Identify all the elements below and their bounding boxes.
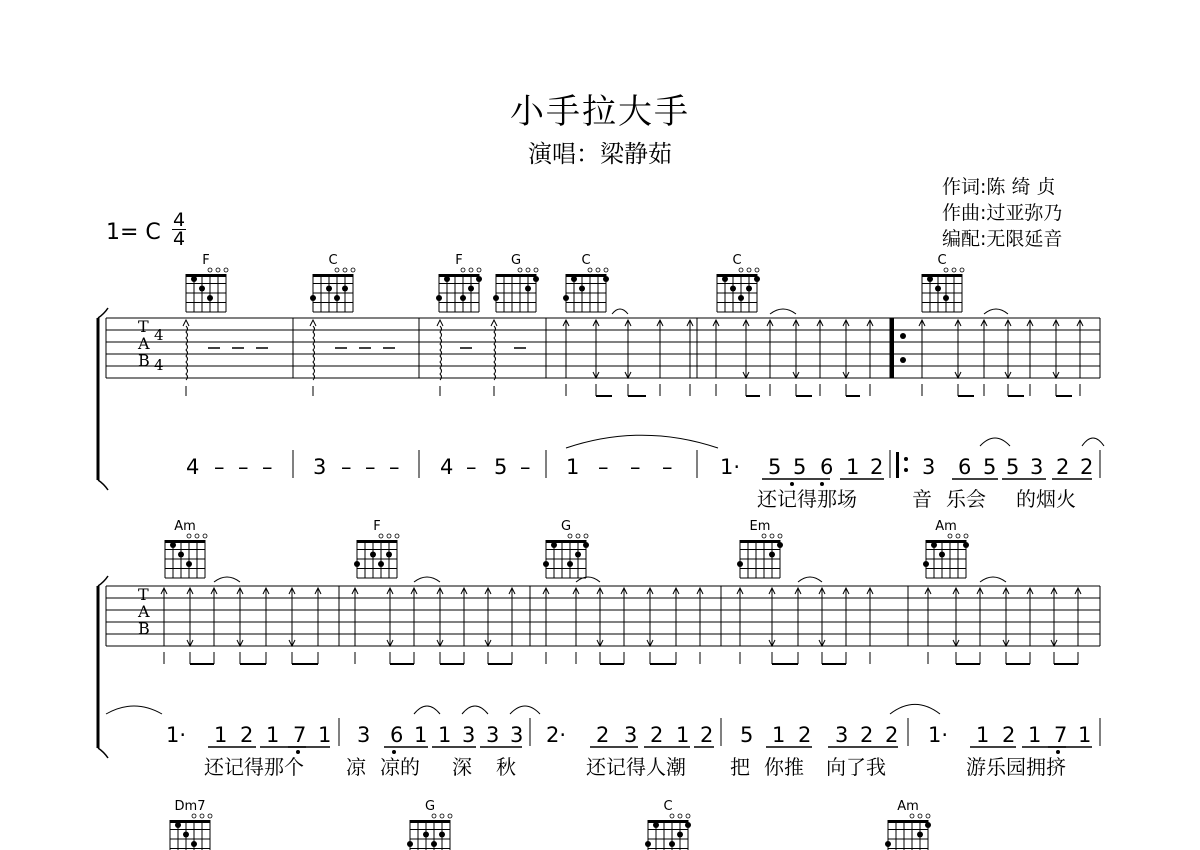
chord-dot <box>476 276 482 282</box>
jianpu-note: 2 <box>650 723 664 747</box>
chord-dot <box>571 276 577 282</box>
chord-nut <box>546 540 586 543</box>
chord-nut <box>439 274 479 277</box>
open-string <box>770 534 774 538</box>
chord-dot <box>939 552 945 558</box>
chord-name: F <box>202 253 210 268</box>
tie-arc <box>612 309 628 314</box>
jianpu-note: 1 <box>318 723 332 747</box>
chord-dot <box>178 552 184 558</box>
jianpu-note: 1· <box>720 455 741 479</box>
open-string <box>440 814 444 818</box>
chord-dot <box>370 552 376 558</box>
tab-letter: T <box>138 317 149 336</box>
chord-dot <box>525 286 531 292</box>
jianpu-note: 1 <box>976 723 990 747</box>
chord-dot <box>669 841 675 847</box>
jianpu-note: 2 <box>860 723 874 747</box>
open-string <box>948 534 952 538</box>
jianpu-note: – <box>662 455 673 479</box>
open-string <box>200 814 204 818</box>
chord-name: C <box>663 799 673 814</box>
lyric-word: 还记得人潮 <box>586 755 686 779</box>
chord-diagram-g <box>493 253 539 312</box>
chord-dot <box>310 295 316 301</box>
chord-dot <box>885 841 891 847</box>
chord-dot <box>423 832 429 838</box>
song-title: 小手拉大手 <box>510 92 690 132</box>
chord-dot <box>431 841 437 847</box>
stroke-arrow <box>310 320 316 326</box>
jianpu-note: – <box>598 455 609 479</box>
chord-name: G <box>510 253 522 268</box>
lyric-word: 秋 <box>496 755 516 779</box>
jianpu-note: 3 <box>486 723 500 747</box>
tab-letter: A <box>138 602 150 621</box>
lyric-word: 向了我 <box>826 755 886 779</box>
chord-nut <box>165 540 205 543</box>
open-string <box>960 268 964 272</box>
jianpu-note: 3 <box>1030 455 1044 479</box>
chord-nut <box>313 274 353 277</box>
jianpu-note: 5 <box>983 455 997 479</box>
repeat-dot <box>904 457 908 461</box>
jianpu-note: 1 <box>772 723 786 747</box>
chord-dot <box>685 822 691 828</box>
jianpu-note: – <box>238 455 249 479</box>
open-string <box>588 268 592 272</box>
tie-arc <box>798 577 822 582</box>
jianpu-note: 5 <box>740 723 754 747</box>
chord-dot <box>543 561 549 567</box>
open-string <box>944 268 948 272</box>
chord-dot <box>603 276 609 282</box>
tab-time-sig: 4 <box>154 356 164 374</box>
chord-name: Am <box>935 519 957 534</box>
system-bracket-top <box>98 308 108 318</box>
chord-dot <box>207 295 213 301</box>
open-string <box>964 534 968 538</box>
chord-diagram-c <box>645 799 691 850</box>
jianpu-note: 2 <box>700 723 714 747</box>
chord-nut <box>922 274 962 277</box>
chord-dot <box>354 561 360 567</box>
slur-arc <box>566 435 718 448</box>
jianpu-note: 3 <box>624 723 638 747</box>
jianpu-note: 3 <box>922 455 936 479</box>
singer-line: 演唱：梁静茹 <box>528 140 672 168</box>
lyric-word: 把 <box>730 755 750 779</box>
chord-diagram-c <box>717 253 760 312</box>
tie-arc <box>984 309 1008 314</box>
lyric-word: 的烟火 <box>1016 487 1076 511</box>
system-bracket-bottom <box>98 480 108 490</box>
chord-name: C <box>581 253 591 268</box>
chord-dot <box>769 552 775 558</box>
open-string <box>469 268 473 272</box>
open-string <box>952 268 956 272</box>
chord-dot <box>931 542 937 548</box>
chord-diagram-am <box>165 519 207 578</box>
chord-dot <box>493 295 499 301</box>
jianpu-note: 3 <box>462 723 476 747</box>
stroke-arrow <box>491 320 497 326</box>
jianpu-note: – <box>466 455 477 479</box>
jianpu-note: 2 <box>1002 723 1016 747</box>
lyric-word: 凉的 <box>380 755 420 779</box>
open-string <box>216 268 220 272</box>
jianpu-note: 2 <box>240 723 254 747</box>
chord-diagram-f <box>186 253 228 312</box>
open-string <box>477 268 481 272</box>
chord-dot <box>326 286 332 292</box>
chord-dot <box>925 822 931 828</box>
jianpu-note: 1 <box>414 723 428 747</box>
arpeggio-stroke <box>186 326 188 380</box>
octave-dot <box>790 482 794 486</box>
slur-arc <box>980 438 1010 446</box>
chord-dot <box>722 276 728 282</box>
arpeggio-stroke <box>313 326 315 380</box>
open-string <box>224 268 228 272</box>
slur-arc <box>462 706 488 714</box>
jianpu-note: 2 <box>885 723 899 747</box>
chord-dot <box>468 286 474 292</box>
chord-dot <box>533 276 539 282</box>
chord-diagram-am <box>885 799 931 850</box>
lyric-word: 还记得那场 <box>757 487 857 511</box>
chord-diagram-c <box>922 253 964 312</box>
open-string <box>379 534 383 538</box>
stroke-arrow <box>437 320 443 326</box>
jianpu-note: – <box>520 455 531 479</box>
repeat-bar <box>890 318 894 378</box>
octave-dot <box>1056 750 1060 754</box>
chord-dot <box>917 832 923 838</box>
chord-dot <box>583 542 589 548</box>
jianpu-repeat-bar <box>896 452 899 478</box>
open-string <box>596 268 600 272</box>
open-string <box>195 534 199 538</box>
octave-dot <box>296 750 300 754</box>
open-string <box>448 814 452 818</box>
jianpu-note: – <box>262 455 273 479</box>
open-string <box>387 534 391 538</box>
tab-letter: B <box>138 351 150 370</box>
chord-diagram-am <box>923 519 969 578</box>
open-string <box>208 814 212 818</box>
jianpu-note: 2· <box>546 723 567 747</box>
chord-dot <box>175 822 181 828</box>
chord-dot <box>653 822 659 828</box>
chord-dot <box>436 295 442 301</box>
jianpu-note: 1 <box>214 723 228 747</box>
composer-credit: 作曲:过亚弥乃 <box>942 202 1063 224</box>
chord-nut <box>410 820 450 823</box>
jianpu-note: 6 <box>820 455 834 479</box>
chord-dot <box>777 542 783 548</box>
open-string <box>203 534 207 538</box>
chord-dot <box>563 295 569 301</box>
chord-dot <box>645 841 651 847</box>
chord-dot <box>567 561 573 567</box>
chord-name: G <box>424 799 436 814</box>
chord-dot <box>386 552 392 558</box>
open-string <box>568 534 572 538</box>
lyric-word: 游乐园拥挤 <box>966 755 1066 779</box>
lyric-word: 还记得那个 <box>204 755 304 779</box>
tie-arc <box>214 577 240 582</box>
chord-nut <box>648 820 688 823</box>
chord-dot <box>923 561 929 567</box>
chord-name: G <box>560 519 572 534</box>
jianpu-note: – <box>389 455 400 479</box>
jianpu-note: 7 <box>293 723 307 747</box>
chord-diagram-c <box>310 253 355 312</box>
open-string <box>604 268 608 272</box>
repeat-dot <box>900 357 906 363</box>
jianpu-note: 1· <box>928 723 949 747</box>
jianpu-note: 3 <box>357 723 371 747</box>
lyric-word: 乐会 <box>946 487 986 511</box>
jianpu-note: 3 <box>510 723 524 747</box>
chord-nut <box>717 274 757 277</box>
jianpu-note: 5 <box>494 455 508 479</box>
chord-dot <box>738 295 744 301</box>
jianpu-note: 1· <box>166 723 187 747</box>
open-string <box>432 814 436 818</box>
tie-arc <box>770 309 796 314</box>
open-string <box>526 268 530 272</box>
open-string <box>576 534 580 538</box>
open-string <box>910 814 914 818</box>
open-string <box>208 268 212 272</box>
jianpu-note: 2 <box>1056 455 1070 479</box>
tab-time-sig: 4 <box>154 326 164 344</box>
system-bracket-top <box>98 576 108 586</box>
chord-name: Dm7 <box>174 799 206 814</box>
chord-name: Am <box>897 799 919 814</box>
jianpu-note: 7 <box>1054 723 1068 747</box>
slur-arc <box>414 706 440 714</box>
jianpu-note: 2 <box>596 723 610 747</box>
key-signature: 1= C <box>106 220 161 245</box>
lyric-word: 你推 <box>764 755 804 779</box>
chord-diagram-g <box>407 799 452 850</box>
open-string <box>739 268 743 272</box>
chord-nut <box>357 540 397 543</box>
jianpu-note: 4 <box>440 455 454 479</box>
chord-dot <box>439 832 445 838</box>
chord-dot <box>444 276 450 282</box>
jianpu-note: 2 <box>1080 455 1094 479</box>
open-string <box>686 814 690 818</box>
lyricist-credit: 作词:陈 绮 贞 <box>942 176 1056 198</box>
jianpu-note: 2 <box>798 723 812 747</box>
chord-diagram-f <box>436 253 482 312</box>
jianpu-note: – <box>341 455 352 479</box>
chord-dot <box>963 542 969 548</box>
open-string <box>518 268 522 272</box>
jianpu-note: 3 <box>835 723 849 747</box>
chord-dot <box>746 286 752 292</box>
chord-nut <box>170 820 210 823</box>
open-string <box>678 814 682 818</box>
jianpu-note: 1 <box>676 723 690 747</box>
octave-dot <box>392 750 396 754</box>
chord-dot <box>170 542 176 548</box>
lyric-word: 凉 <box>346 755 366 779</box>
tab-letter: T <box>138 585 149 604</box>
chord-dot <box>737 561 743 567</box>
octave-dot <box>820 482 824 486</box>
arranger-credit: 编配:无限延音 <box>942 228 1063 250</box>
chord-nut <box>888 820 928 823</box>
chord-dot <box>460 295 466 301</box>
jianpu-note: 5 <box>1006 455 1020 479</box>
chord-name: F <box>455 253 463 268</box>
open-string <box>343 268 347 272</box>
open-string <box>918 814 922 818</box>
tie-arc <box>980 577 1006 582</box>
lyric-word: 音 <box>912 487 932 511</box>
jianpu-note: 3 <box>313 455 327 479</box>
jianpu-note: – <box>214 455 225 479</box>
chord-dot <box>579 286 585 292</box>
chord-dot <box>334 295 340 301</box>
jianpu-note: 6 <box>958 455 972 479</box>
arpeggio-stroke <box>440 326 442 380</box>
text-layer <box>106 435 1104 779</box>
tab-letter: A <box>138 334 150 353</box>
chord-name: Em <box>749 519 771 534</box>
chord-nut <box>926 540 966 543</box>
open-string <box>461 268 465 272</box>
chord-dot <box>191 276 197 282</box>
jianpu-note: 4 <box>186 455 200 479</box>
open-string <box>534 268 538 272</box>
repeat-dot <box>904 468 908 472</box>
chord-diagram-f <box>354 519 399 578</box>
jianpu-note: 2 <box>870 455 884 479</box>
chord-dot <box>191 841 197 847</box>
jianpu-note: – <box>365 455 376 479</box>
slur-arc <box>1082 438 1104 446</box>
open-string <box>926 814 930 818</box>
tie-arc <box>414 577 440 582</box>
open-string <box>755 268 759 272</box>
chord-dot <box>186 561 192 567</box>
jianpu-note: 6 <box>390 723 404 747</box>
arpeggio-stroke <box>494 326 496 380</box>
open-string <box>778 534 782 538</box>
chord-dot <box>754 276 760 282</box>
chord-nut <box>566 274 606 277</box>
time-sig-bottom: 4 <box>172 228 186 250</box>
chord-diagram-g <box>543 519 589 578</box>
chord-name: Am <box>174 519 196 534</box>
chord-diagram-c <box>563 253 609 312</box>
open-string <box>762 534 766 538</box>
jianpu-note: 1 <box>846 455 860 479</box>
chord-dot <box>730 286 736 292</box>
chord-dot <box>407 841 413 847</box>
system-bracket-bottom <box>98 748 108 758</box>
chord-dot <box>199 286 205 292</box>
chord-dot <box>927 276 933 282</box>
open-string <box>192 814 196 818</box>
chord-dot <box>551 542 557 548</box>
chord-dot <box>575 552 581 558</box>
slur-arc <box>890 704 940 714</box>
chord-dot <box>183 832 189 838</box>
open-string <box>351 268 355 272</box>
jianpu-note: 1 <box>1028 723 1042 747</box>
slur-arc <box>106 706 162 714</box>
slur-arc <box>510 706 540 714</box>
time-sig-top: 4 <box>172 209 186 231</box>
chord-diagram-em <box>737 519 783 578</box>
chord-name: F <box>373 519 381 534</box>
jianpu-note: 5 <box>768 455 782 479</box>
jianpu-note: – <box>630 455 641 479</box>
jianpu-note: 1 <box>1078 723 1092 747</box>
chord-dot <box>378 561 384 567</box>
stroke-arrow <box>183 320 189 326</box>
open-string <box>670 814 674 818</box>
chord-nut <box>496 274 536 277</box>
repeat-dot <box>900 333 906 339</box>
chord-dot <box>935 286 941 292</box>
open-string <box>395 534 399 538</box>
open-string <box>335 268 339 272</box>
chord-nut <box>186 274 226 277</box>
chord-dot <box>943 295 949 301</box>
chord-name: C <box>732 253 742 268</box>
jianpu-note: 1 <box>438 723 452 747</box>
chord-dot <box>342 286 348 292</box>
jianpu-note: 1 <box>566 455 580 479</box>
chord-nut <box>740 540 780 543</box>
tab-letter: B <box>138 619 150 638</box>
jianpu-note: 1 <box>266 723 280 747</box>
chord-dot <box>677 832 683 838</box>
chord-name: C <box>937 253 947 268</box>
open-string <box>747 268 751 272</box>
chord-diagram-dm7 <box>170 799 212 850</box>
open-string <box>956 534 960 538</box>
chord-name: C <box>328 253 338 268</box>
open-string <box>187 534 191 538</box>
open-string <box>584 534 588 538</box>
lyric-word: 深 <box>452 755 472 779</box>
jianpu-note: 5 <box>793 455 807 479</box>
